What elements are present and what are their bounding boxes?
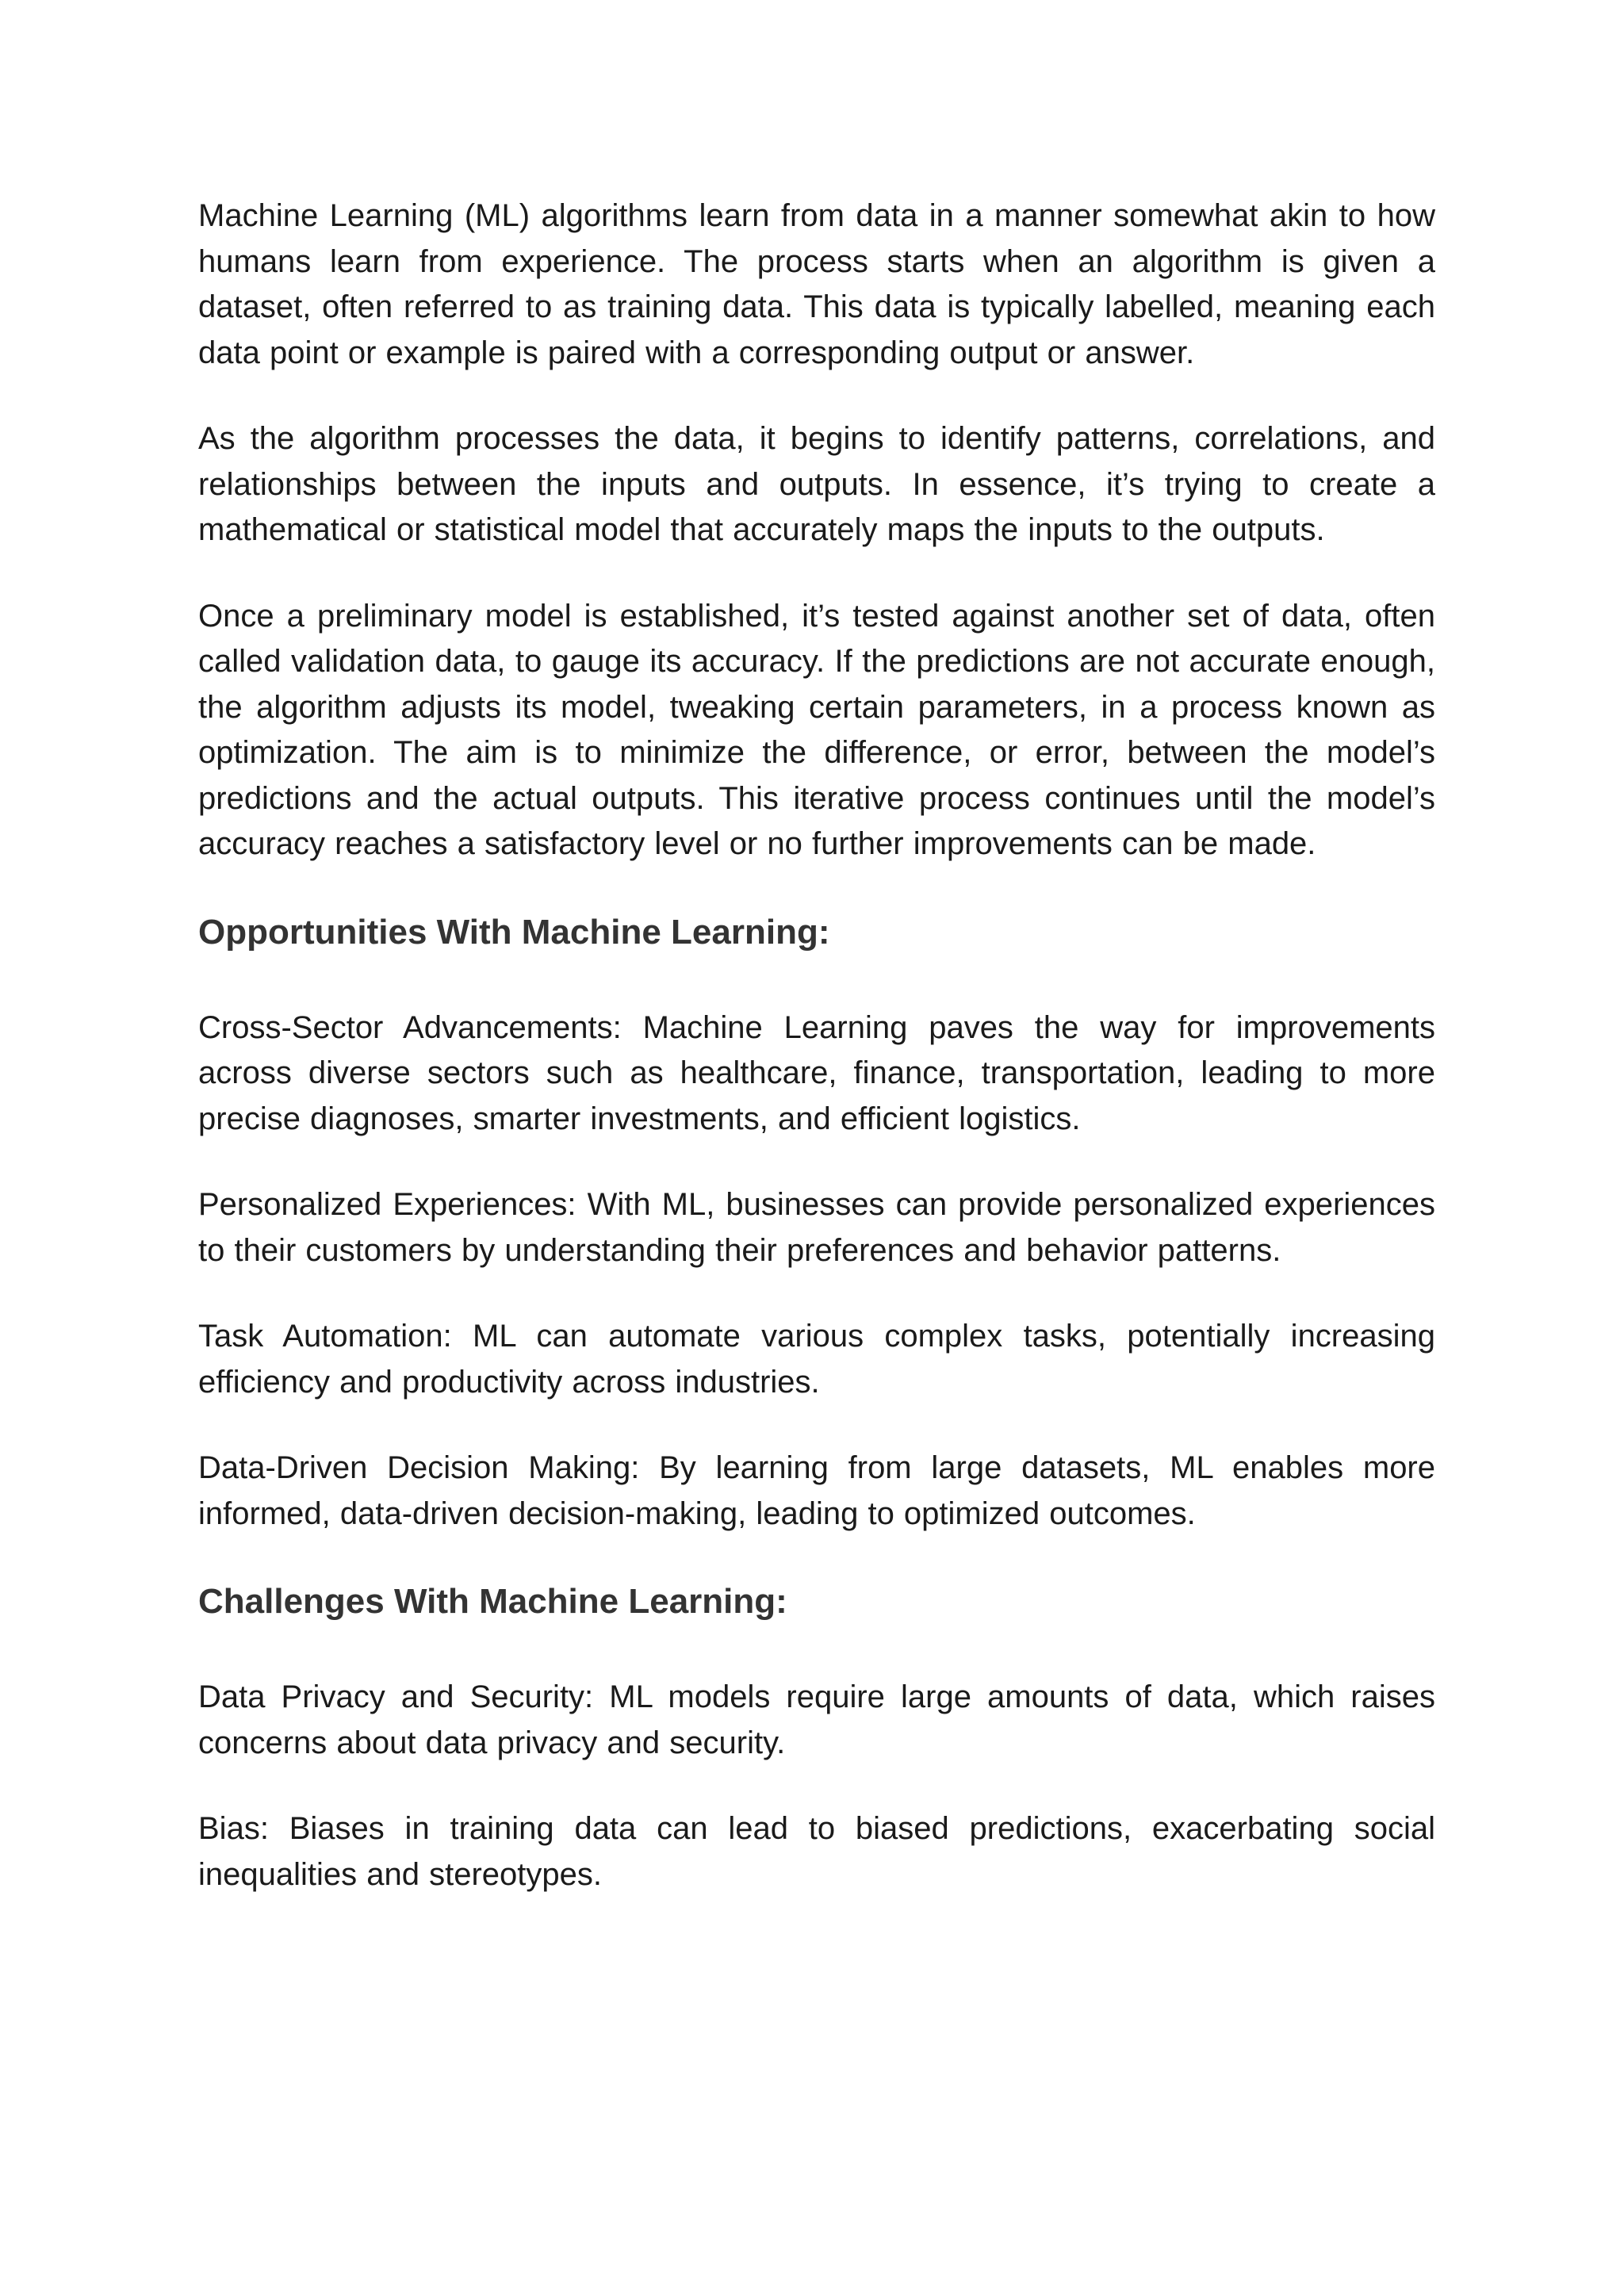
opportunity-item-cross-sector: Cross-Sector Advancements: Machine Learning paves the way for improvements across diverse sectors such as healthcare, finance, transportation, leading to more precise diagnoses, smarter investments, and efficient logistics. [198,1009,1435,1136]
challenges-heading: Challenges With Machine Learning: [198,1582,787,1621]
opportunity-item-personalized: Personalized Experiences: With ML, businesses can provide personalized experiences to their customers by understanding their preferences and behavior patterns. [198,1187,1435,1268]
opportunity-item-automation: Task Automation: ML can automate various complex tasks, potentially increasing efficiency and productivity across industries. [198,1319,1435,1400]
challenge-item-privacy: Data Privacy and Security: ML models require large amounts of data, which raises concerns about data privacy and security. [198,1679,1435,1760]
intro-paragraph-1: Machine Learning (ML) algorithms learn from data in a manner somewhat akin to how humans learn from experience. The process starts when an algorithm is given a dataset, often referred to as training data. This data is typically labelled, meaning each data point or example is paired with a corresponding output or answer. [198,198,1435,370]
intro-paragraph-3: Once a preliminary model is established, it’s tested against another set of data, often called validation data, to gauge its accuracy. If the predictions are not accurate enough, the algorithm adjusts its model, tweaking certain parameters, in a process known as optimization. The aim is to minimize the difference, or error, between the model’s predictions and the actual outputs. This iterative process continues until the model’s accuracy reaches a satisfactory level or no further improvements can be made. [198,598,1435,861]
document-body [198,193,1435,1898]
challenge-item-bias: Bias: Biases in training data can lead to biased predictions, exacerbating social inequalities and stereotypes. [198,1811,1435,1892]
opportunity-item-decision-making: Data-Driven Decision Making: By learning from large datasets, ML enables more informed, data-driven decision-making, leading to optimized outcomes. [198,1450,1435,1531]
intro-paragraph-2: As the algorithm processes the data, it begins to identify patterns, correlations, and relationships between the inputs and outputs. In essence, it’s trying to create a mathematical or statistical model that accurately maps the inputs to the outputs. [198,421,1435,547]
opportunities-heading: Opportunities With Machine Learning: [198,912,830,952]
